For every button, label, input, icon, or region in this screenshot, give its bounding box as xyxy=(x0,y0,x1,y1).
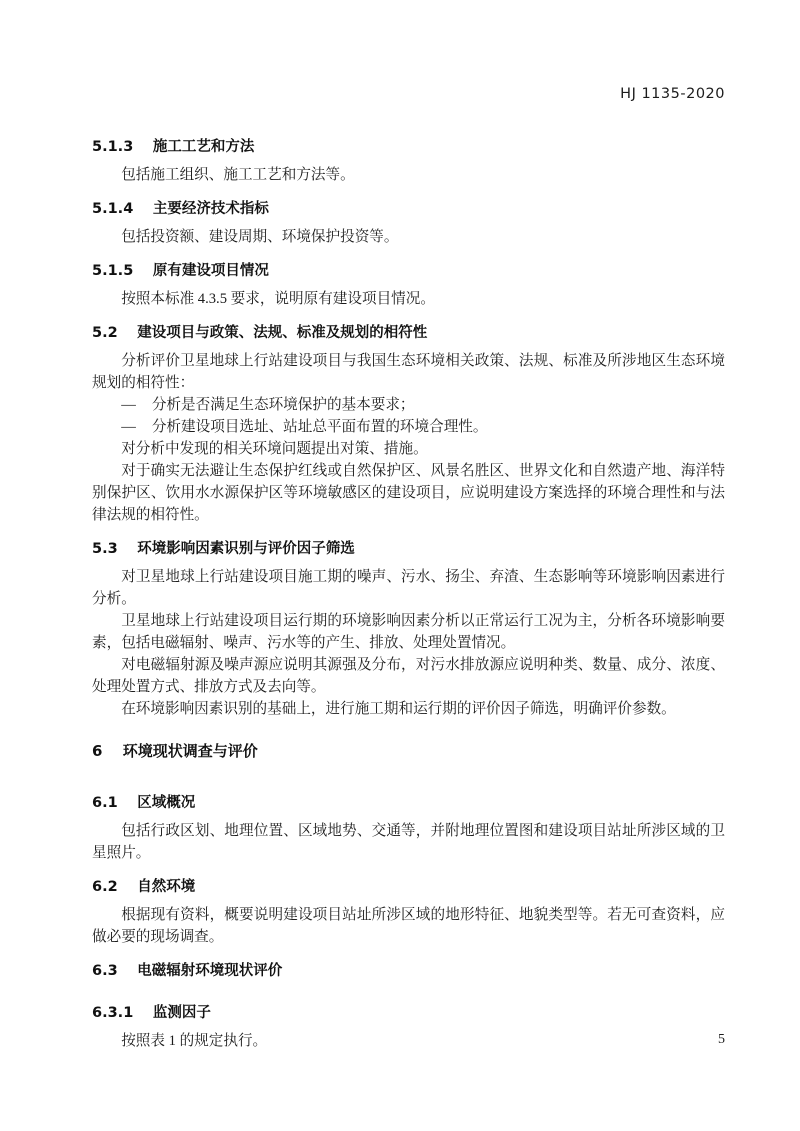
heading-title: 自然环境 xyxy=(137,879,196,895)
heading-number: 6 xyxy=(92,742,103,760)
section-heading xyxy=(92,538,725,560)
heading-number: 6.3.1 xyxy=(92,1005,134,1021)
dash-list-item xyxy=(92,416,725,438)
heading-number: 5.2 xyxy=(92,325,118,341)
paragraph: 对卫星地球上行站建设项目施工期的噪声、污水、扬尘、弃渣、生态影响等环境影响因素进行分析。 xyxy=(92,569,725,607)
section-heading xyxy=(92,322,725,344)
heading-number: 6.1 xyxy=(92,795,118,811)
section-heading xyxy=(92,960,725,982)
paragraph: 包括投资额、建设周期、环境保护投资等。 xyxy=(121,229,399,245)
heading-number: 5.1.5 xyxy=(92,263,134,279)
paragraph: 按照本标准 4.3.5 要求，说明原有建设项目情况。 xyxy=(121,291,435,307)
page-number-value: 5 xyxy=(718,1032,725,1047)
paragraph: 按照表 1 的规定执行。 xyxy=(121,1033,268,1049)
dash-icon: — xyxy=(121,397,136,413)
paragraph: 在环境影响因素识别的基础上，进行施工期和运行期的评价因子筛选，明确评价参数。 xyxy=(121,701,676,717)
heading-title: 电磁辐射环境现状评价 xyxy=(137,963,283,979)
heading-title: 监测因子 xyxy=(152,1005,211,1021)
heading-title: 环境影响因素识别与评价因子筛选 xyxy=(137,541,355,557)
dash-list-item xyxy=(92,394,725,416)
heading-number: 6.3 xyxy=(92,963,118,979)
dash-item-text: 分析建设项目选址、站址总平面布置的环境合理性。 xyxy=(151,419,488,435)
section-heading xyxy=(92,136,725,158)
heading-title: 环境现状调查与评价 xyxy=(122,742,258,760)
dash-icon: — xyxy=(121,419,136,435)
paragraph: 卫星地球上行站建设项目运行期的环境影响因素分析以正常运行工况为主，分析各环境影响要素，包括电磁辐射、噪声、污水等的产生、排放、处理处置情况。 xyxy=(92,613,725,651)
page-header xyxy=(92,86,725,102)
paragraph: 对分析中发现的相关环境问题提出对策、措施。 xyxy=(121,441,428,457)
paragraph: 包括施工组织、施工工艺和方法等。 xyxy=(121,167,355,183)
standard-code: HJ 1135-2020 xyxy=(620,86,725,102)
heading-number: 5.3 xyxy=(92,541,118,557)
section-heading xyxy=(92,792,725,814)
section-heading xyxy=(92,876,725,898)
heading-title: 主要经济技术指标 xyxy=(152,201,269,217)
heading-title: 原有建设项目情况 xyxy=(152,263,269,279)
dash-item-text: 分析是否满足生态环境保护的基本要求； xyxy=(151,397,415,413)
section-heading xyxy=(92,1002,725,1024)
heading-number: 6.2 xyxy=(92,879,118,895)
heading-number: 5.1.3 xyxy=(92,139,134,155)
heading-title: 施工工艺和方法 xyxy=(152,139,255,155)
paragraph: 对于确实无法避让生态保护红线或自然保护区、风景名胜区、世界文化和自然遗产地、海洋特别保护区、饮用水水源保护区等环境敏感区的建设项目，应说明建设方案选择的环境合理性和与法律法规的相符性。 xyxy=(92,463,725,523)
heading-title: 建设项目与政策、法规、标准及规划的相符性 xyxy=(137,325,428,341)
section-heading xyxy=(92,260,725,282)
section-heading xyxy=(92,198,725,220)
paragraph: 对电磁辐射源及噪声源应说明其源强及分布，对污水排放源应说明种类、数量、成分、浓度、处理处置方式、排放方式及去向等。 xyxy=(92,657,725,695)
heading-number: 5.1.4 xyxy=(92,201,134,217)
heading-title: 区域概况 xyxy=(137,795,196,811)
paragraph: 根据现有资料，概要说明建设项目站址所涉区域的地形特征、地貌类型等。若无可查资料，应做必要的现场调查。 xyxy=(92,907,725,945)
paragraph: 分析评价卫星地球上行站建设项目与我国生态环境相关政策、法规、标准及所涉地区生态环境规划的相符性： xyxy=(92,353,725,391)
chapter-heading xyxy=(92,740,725,762)
paragraph: 包括行政区划、地理位置、区域地势、交通等，并附地理位置图和建设项目站址所涉区域的卫星照片。 xyxy=(92,823,725,861)
document-body xyxy=(92,128,725,1052)
page-number xyxy=(92,1032,725,1048)
